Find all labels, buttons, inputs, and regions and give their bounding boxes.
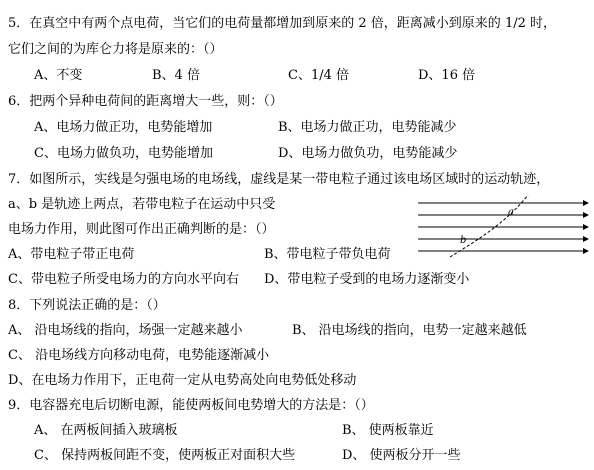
q8-option-b: B、 沿电场线的指向，电势一定越来越低 <box>292 323 527 338</box>
q8-option-a: A、 沿电场线的指向，场强一定越来越小 <box>8 323 243 338</box>
q6-stem: 6．把两个异种电荷间的距离增大一些，则：（） <box>8 94 283 109</box>
point-a-label: a <box>508 207 514 218</box>
q9-stem: 9．电容器充电后切断电源，能使两板间电势增大的方法是：（） <box>8 398 374 413</box>
particle-trajectory <box>450 195 528 257</box>
q8-stem: 8．下列说法正确的是：（） <box>8 298 166 313</box>
point-b-label: b <box>460 235 467 246</box>
q5-stem-line2: 它们之间的为库仑力将是原来的：（） <box>8 42 223 57</box>
q7-stem-line1: 7．如图所示，实线是匀强电场的电场线，虚线是某一带电粒子通过该电场区域时的运动轨迹， <box>8 172 550 187</box>
q7-option-d: D、带电粒子受到的电场力逐渐变小 <box>264 272 470 287</box>
q7-stem-line2: a、b 是轨迹上两点，若带电粒子在运动中只受 <box>8 197 276 212</box>
q6-option-b: B、电场力做正功，电势能减少 <box>278 120 457 135</box>
q9-option-d: D、 使两板分开一些 <box>342 448 461 463</box>
q6-option-c: C、电场力做负功，电势能增加 <box>34 146 213 161</box>
q5-option-a: A、不变 <box>34 68 83 83</box>
q8-option-d: D、在电场力作用下，正电荷一定从电势高处向电势低处移动 <box>8 373 357 388</box>
q7-option-c: C、带电粒子所受电场力的方向水平向右 <box>8 272 239 287</box>
q5-option-b: B、4 倍 <box>152 68 200 83</box>
q5-stem-line1: 5．在真空中有两个点电荷，当它们的电荷量都增加到原来的 2 倍，距离减小到原来的 1/2 时， <box>8 16 556 31</box>
q9-option-b: B、 使两板靠近 <box>342 423 434 438</box>
q7-option-b: B、带电粒子带负电荷 <box>264 247 391 262</box>
q7-option-a: A、带电粒子带正电荷 <box>8 247 135 262</box>
q6-option-d: D、电场力做负功，电势能减少 <box>278 146 458 161</box>
q9-option-c: C、 保持两板间距不变，使两板正对面积大些 <box>34 448 296 463</box>
q6-option-a: A、电场力做正功，电势能增加 <box>34 120 213 135</box>
q5-option-d: D、16 倍 <box>418 68 476 83</box>
q7-field-figure <box>416 193 594 261</box>
q5-option-c: C、1/4 倍 <box>288 68 350 83</box>
q9-option-a: A、 在两板间插入玻璃板 <box>34 423 178 438</box>
q8-option-c: C、 沿电场线方向移动电荷，电势能逐渐减小 <box>8 348 270 363</box>
q7-stem-line3: 电场力作用，则此图可作出正确判断的是：（） <box>8 222 275 237</box>
